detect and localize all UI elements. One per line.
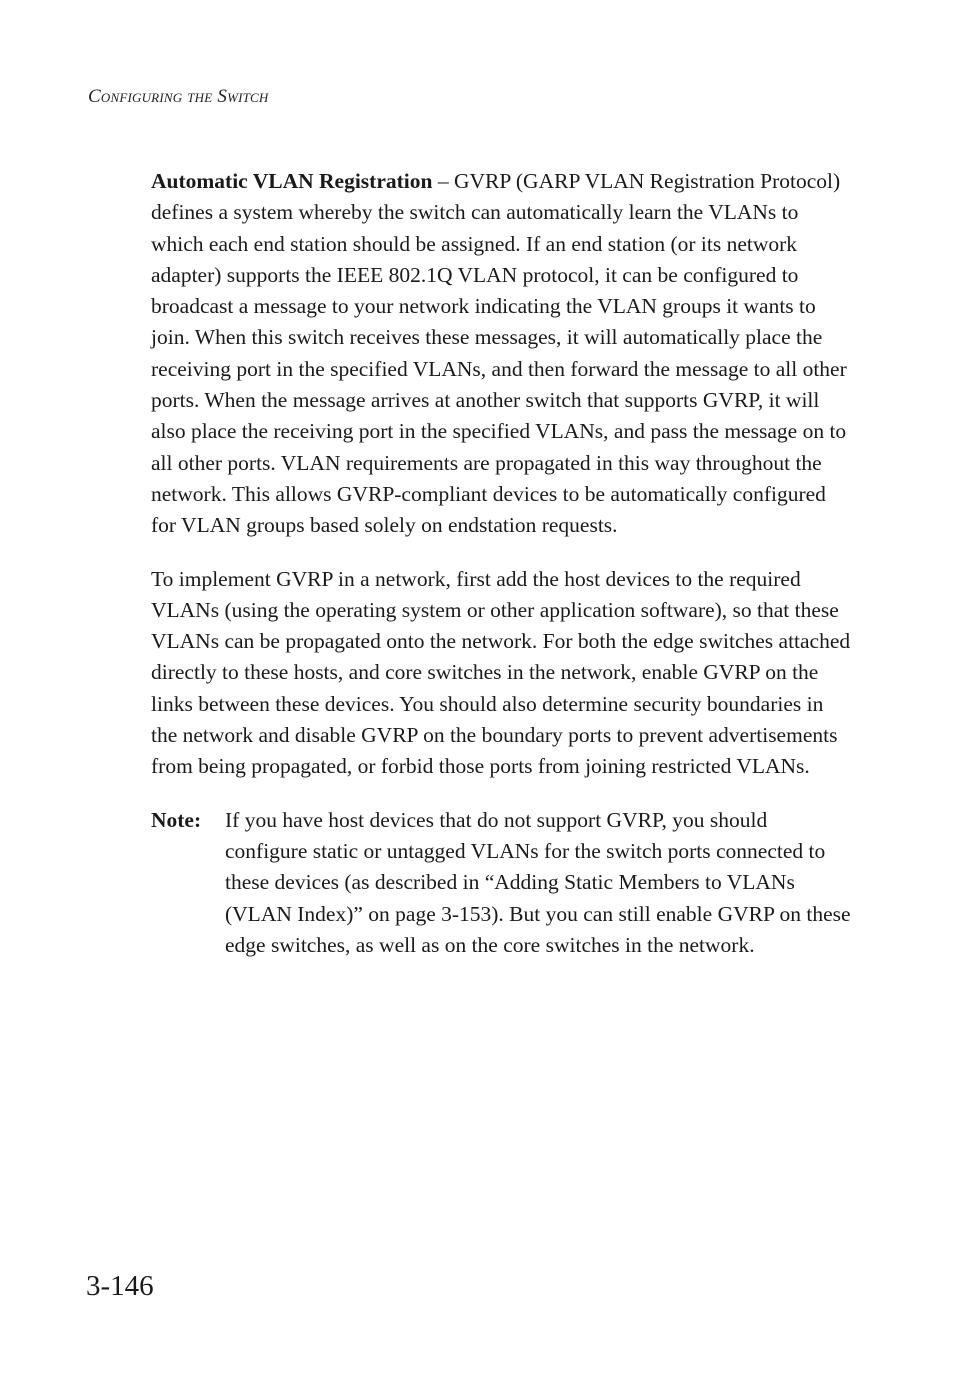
lead-term: Automatic VLAN Registration xyxy=(151,169,433,193)
note-label: Note: xyxy=(151,807,202,832)
main-content xyxy=(151,166,851,961)
gvrp-intro-paragraph xyxy=(151,166,851,542)
note-text: If you have host devices that do not support GVRP, you should configure static or untagged VLANs for the switch ports connected to these devices (as described in “Adding Static Members to VLANs (VLAN Index)” on page 3-153). But you can still enable GVRP on these edge switches, as well as on the core switches in the network. xyxy=(225,807,851,957)
gvrp-implementation-paragraph: To implement GVRP in a network, first add the host devices to the required VLANs (using the operating system or other application software), so that these VLANs can be propagated onto the network. For both the edge switches attached directly to these hosts, and core switches in the network, enable GVRP on the links between these devices. You should also determine security boundaries in the network and disable GVRP on the boundary ports to prevent advertisements from being propagated, or forbid those ports from joining restricted VLANs. xyxy=(151,566,851,779)
running-header: Configuring the Switch xyxy=(88,86,269,107)
page-number: 3-146 xyxy=(86,1270,154,1302)
lead-description: – GVRP (GARP VLAN Registration Protocol) defines a system whereby the switch can automatically learn the VLANs to which each end station should be assigned. If an end station (or its network adapter) supports the IEEE 802.1Q VLAN protocol, it can be configured to broadcast a message to your network indicating the VLAN groups it wants to join. When this switch receives these messages, it will automatically place the receiving port in the specified VLANs, and then forward the message to all other ports. When the message arrives at another switch that supports GVRP, it will also place the receiving port in the specified VLANs, and pass the message on to all other ports. VLAN requirements are propagated in this way throughout the network. This allows GVRP-compliant devices to be automatically configured for VLAN groups based solely on endstation requests. xyxy=(151,169,847,538)
note-block xyxy=(151,805,851,961)
